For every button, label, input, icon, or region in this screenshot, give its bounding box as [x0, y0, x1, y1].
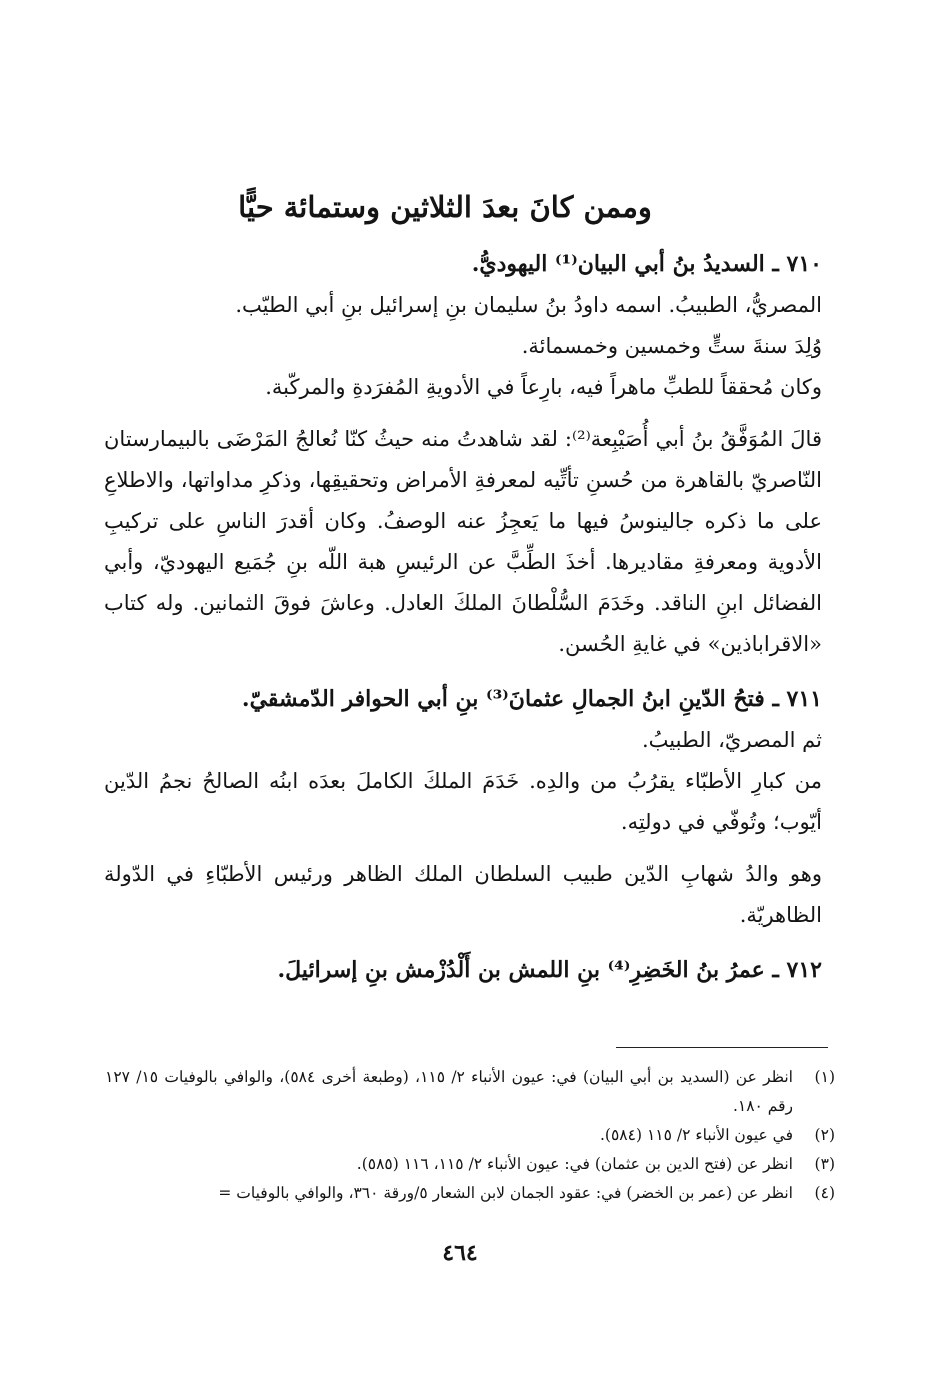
footnotes — [105, 1063, 835, 1208]
entry-712-heading: ٧١٢ ـ عمرُ بنُ الخَضِرِ⁽⁴⁾ بنِ اللمش بن أَلْدُزْمش بنِ إسرائيلَ. — [277, 957, 822, 983]
footnote-1 — [105, 1063, 835, 1121]
entry-711-paragraph: ثم المصريّ، الطبيبُ. — [642, 728, 822, 752]
footnote-4 — [105, 1179, 835, 1208]
entry-711-paragraph: من كبارِ الأطبّاء يقرُبُ من والدِه. خَدَمَ الملكَ الكاملَ بعدَه ابنُه الصالحُ نجمُ الدّين أيّوب؛ وتُوفّي في دولتِه. — [104, 769, 822, 834]
footnote-number: (٣) — [814, 1155, 835, 1173]
main-text — [104, 242, 822, 991]
entry-710-paragraph: وكان مُحققاً للطبِّ ماهراً فيه، بارِعاً في الأدويةِ المُفرَدةِ والمركّبة. — [265, 375, 822, 399]
footnote-text: انظر عن (عمر بن الخضر) في: عقود الجمان لابن الشعار ٥/ورقة ٣٦٠، والوافي بالوفيات = — [218, 1184, 793, 1202]
entry-711-paragraph: وهو والدُ شهابِ الدّين طبيب السلطان الملك الظاهر ورئيس الأطبّاءِ في الدّولة الظاهريّة. — [104, 862, 822, 927]
entry-710-quote-paragraph: قالَ المُوَفَّقُ بنُ أبي أُصَيْبِعة⁽²⁾: لقد شاهدتُ منه حيثُ كنّا نُعالجُ المَرْضَى بالبيمارستان النّاصريّ بالقاهرة من حُسنِ تأتِّيه لمعرفةِ الأمراض وتحقيقِها، وذكرِ مداواتها، والاطلاعِ على ما ذكره جالينوسُ فيها ما يَعجِزُ عنه الوصفُ. وكان أقدرَ الناسِ على تركيبِ الأدوية ومعرفةِ مقاديرها. أخذَ الطِّبَّ عن الرئيسِ هبة اللّه بنِ جُمَيع اليهوديّ، وأبي الفضائل ابنِ الناقد. وخَدَمَ السُّلْطانَ الملكَ العادل. وعاشَ فوقَ الثمانين. وله كتاب «الاقراباذين» في غايةِ الحُسن. — [104, 427, 822, 656]
footnote-number: (٢) — [814, 1126, 835, 1144]
footnote-text: انظر عن (فتح الدين بن عثمان) في: عيون الأنباء ٢/ ١١٥، ١١٦ (٥٨٥). — [356, 1155, 793, 1173]
footnote-2 — [105, 1121, 835, 1150]
entry-711-heading: ٧١١ ـ فتحُ الدّينِ ابنُ الجمالِ عثمانَ⁽³⁾ بنِ أبي الحوافر الدّمشقيّ. — [241, 686, 822, 712]
footnote-3 — [105, 1150, 835, 1179]
entry-710-heading: ٧١٠ ـ السديدُ بنُ أبي البيان⁽¹⁾ اليهوديُّ. — [471, 251, 822, 277]
footnote-number: (٤) — [814, 1184, 835, 1202]
section-title: وممن كانَ بعدَ الثلاثين وستمائة حيًّا — [238, 190, 652, 224]
footnote-text: في عيون الأنباء ٢/ ١١٥ (٥٨٤). — [600, 1126, 793, 1144]
footnote-number: (١) — [814, 1068, 835, 1086]
page-number: ٤٦٤ — [442, 1240, 478, 1266]
entry-710-paragraph: وُلِدَ سنةَ ستٍّ وخمسين وخمسمائة. — [521, 334, 822, 358]
entry-710-paragraph: المصريُّ، الطبيبُ. اسمه داودُ بنُ سليمان بنِ إسرائيل بنِ أبي الطيّب. — [235, 293, 822, 317]
footnote-text: انظر عن (السديد بن أبي البيان) في: عيون الأنباء ٢/ ١١٥، (وطبعة أخرى ٥٨٤)، والوافي بالوفيات ١٥/ ١٢٧ رقم ١٨٠. — [105, 1068, 793, 1115]
footnote-divider — [616, 1047, 828, 1048]
